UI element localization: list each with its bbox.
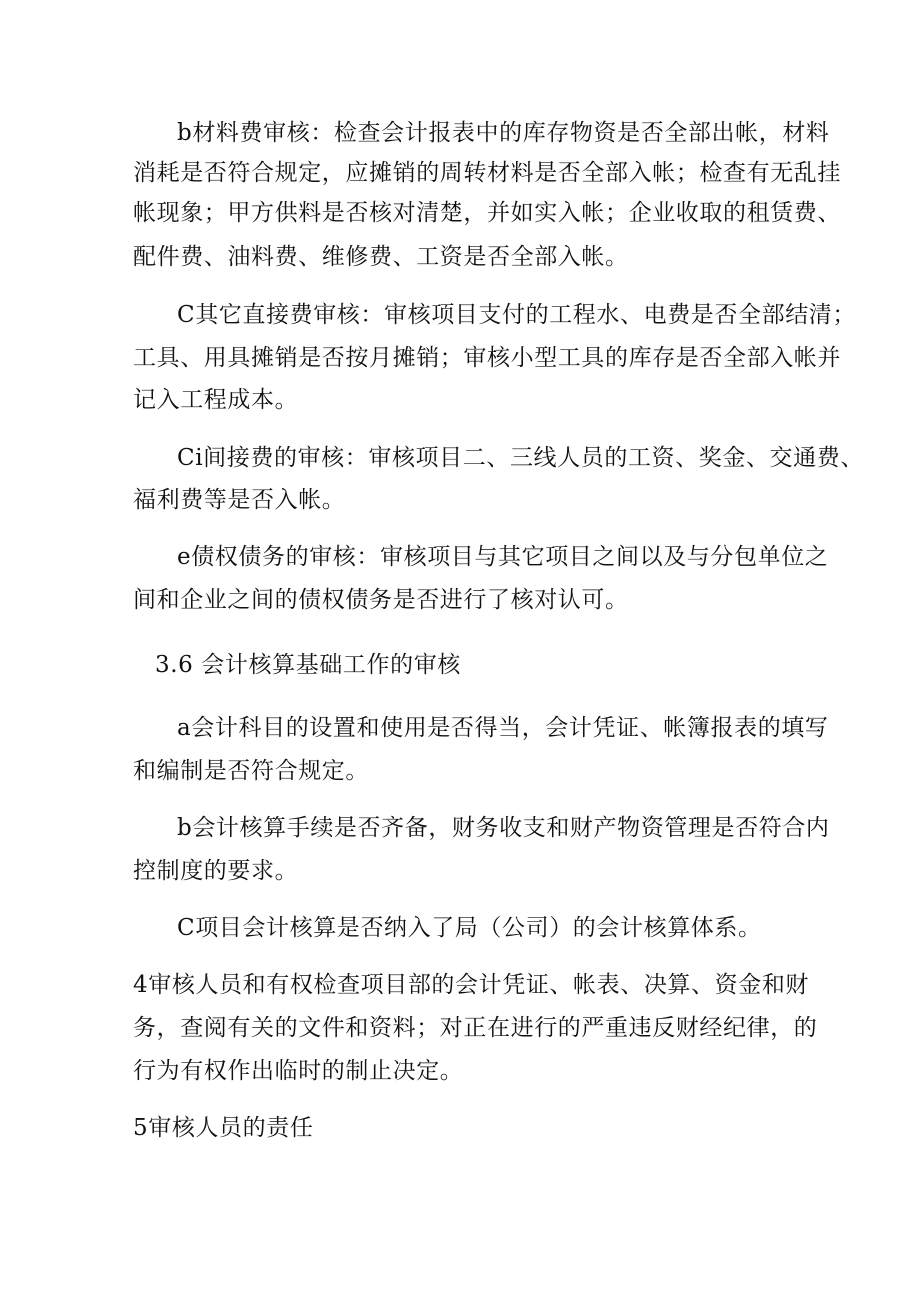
paragraph-ci-indirect-line-1: Ci间接费的审核：审核项目二、三线人员的工资、奖金、交通费、 — [177, 445, 864, 471]
paragraph-c-system-line-1: C项目会计核算是否纳入了局（公司）的会计核算体系。 — [177, 915, 762, 941]
paragraph-b-material-line-1: b材料费审核：检查会计报表中的库存物资是否全部出帐，材料 — [177, 120, 830, 146]
paragraph-b-material-line-2: 消耗是否符合规定，应摊销的周转材料是否全部入帐；检查有无乱挂 — [133, 160, 841, 186]
paragraph-ci-indirect-line-2: 福利费等是否入帐。 — [133, 487, 346, 513]
section-4-rights-line-2: 务，查阅有关的文件和资料；对正在进行的严重违反财经纪律，的 — [133, 1015, 818, 1041]
paragraph-e-debts-line-1: e债权债务的审核：审核项目与其它项目之间以及与分包单位之 — [177, 544, 829, 570]
section-4-rights-line-3: 行为有权作出临时的制止决定。 — [133, 1058, 464, 1084]
section-5-responsibility-heading: 5审核人员的责任 — [133, 1115, 314, 1141]
paragraph-b-procedures-line-2: 控制度的要求。 — [133, 858, 299, 884]
paragraph-e-debts-line-2: 间和企业之间的债权债务是否进行了核对认可。 — [133, 587, 629, 613]
section-4-rights-line-1: 4审核人员和有权检查项目部的会计凭证、帐表、决算、资金和财 — [133, 972, 810, 998]
section-3-6-heading: 3.6 会计核算基础工作的审核 — [155, 652, 461, 678]
paragraph-a-accounts-line-2: 和编制是否符合规定。 — [133, 758, 369, 784]
paragraph-b-material-line-4: 配件费、油料费、维修费、工资是否全部入帐。 — [133, 244, 629, 270]
paragraph-a-accounts-line-1: a会计科目的设置和使用是否得当，会计凭证、帐簿报表的填写 — [177, 715, 829, 741]
paragraph-b-material-line-3: 帐现象；甲方供料是否核对清楚，并如实入帐；企业收取的租赁费、 — [133, 200, 841, 226]
paragraph-c-direct-line-1: C其它直接费审核：审核项目支付的工程水、电费是否全部结清； — [177, 302, 856, 328]
paragraph-b-procedures-line-1: b会计核算手续是否齐备，财务收支和财产物资管理是否符合内 — [177, 815, 830, 841]
paragraph-c-direct-line-3: 记入工程成本。 — [133, 387, 299, 413]
paragraph-c-direct-line-2: 工具、用具摊销是否按月摊销；审核小型工具的库存是否全部入帐并 — [133, 345, 841, 371]
